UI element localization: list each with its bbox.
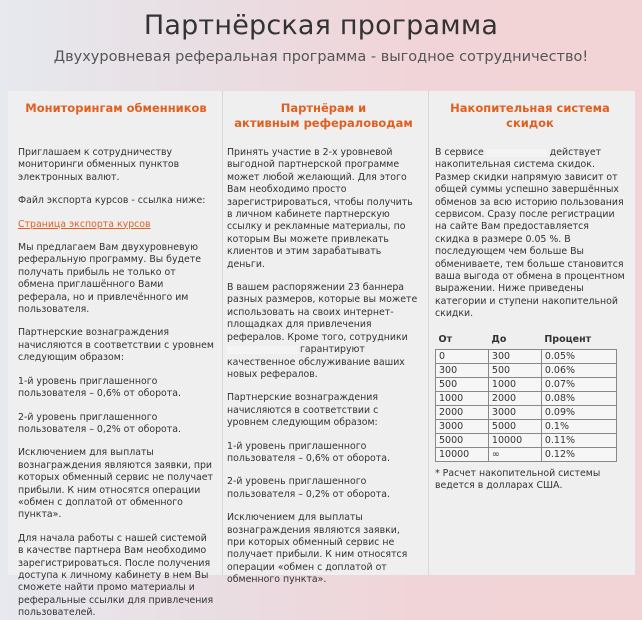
table-cell: 5000 <box>436 433 489 447</box>
table-cell: 0.09% <box>541 405 616 419</box>
currency-note: * Расчет накопительной системы ведется в долларах США. <box>435 467 601 492</box>
monitoring-column-title: Мониторингам обменников <box>25 101 207 115</box>
table-cell: 10000 <box>436 447 489 461</box>
table-cell: ∞ <box>488 447 541 461</box>
table-row <box>436 405 617 419</box>
monitoring-column <box>18 91 222 619</box>
header-percent: Процент <box>544 333 592 345</box>
partners-title-line1: Партнёрам и <box>280 101 367 115</box>
export-rates-link[interactable]: Страница экспорта курсов <box>18 218 151 230</box>
table-row <box>436 349 617 363</box>
table-cell: 0.08% <box>541 391 616 405</box>
page-title: Партнёрская программа <box>143 10 499 41</box>
discount-column <box>428 91 625 575</box>
page-header <box>0 0 642 90</box>
table-cell: 3000 <box>436 419 489 433</box>
table-cell: 0 <box>436 349 489 363</box>
table-cell: 500 <box>488 363 541 377</box>
table-cell: 2000 <box>436 405 489 419</box>
table-cell: 0.07% <box>541 377 616 391</box>
discount-table <box>435 332 617 462</box>
monitoring-text-7: Исключением для выплаты вознаграждения являются заявки, при которых обменный сервис не получает прибыли. К ним относятся операции «обмен с доплатой от обменного пункта». <box>18 447 213 521</box>
table-cell: 3000 <box>488 405 541 419</box>
discount-text-1b: действует накопительная система скидок. Размер скидки напрямую зависит от общей суммы успешно завершённых обменов за всю историю пользования сервисом. Сразу после регистрации на сайте Вам предоставляется скидка в размере 0.05 %. В последующем чем больше Вы обмениваете, тем больше становится ваша выгода от обмена в процентном выражении. Ниже приведены категории и ступени накопительной скидки. <box>435 147 625 320</box>
header-to: До <box>491 333 507 345</box>
table-cell: 1000 <box>488 377 541 391</box>
table-cell: 0.06% <box>541 363 616 377</box>
redacted-name <box>487 149 547 157</box>
table-cell: 1000 <box>436 391 489 405</box>
discount-column-title: Накопительная система скидок <box>450 101 610 130</box>
partners-text-1: Принять участие в 2-х уровневой выгодной партнерской программе может любой желающий. Для этого Вам необходимо просто зарегистрироваться, чтобы получить в личном кабинете партнерскую ссылку и рекламные материалы, по которым Вы можете привлекать клиентов и этим зарабатывать деньги. <box>227 147 413 270</box>
table-row <box>436 433 617 447</box>
partners-title-line2: активным рефераловодам <box>234 116 413 130</box>
table-row <box>436 391 617 405</box>
partners-text-4: 1-й уровень приглашенного пользователя – 0,6% от оборота. <box>227 440 390 464</box>
content-panel <box>8 91 635 619</box>
table-cell: 300 <box>436 363 489 377</box>
table-cell: 300 <box>488 349 541 363</box>
partners-text-6: Исключением для выплаты вознаграждения являются заявки, при которых обменный сервис не получает прибыли. К ним относятся операции «обмен с доплатой от обменного пункта». <box>227 512 408 586</box>
table-cell: 0.11% <box>541 433 616 447</box>
table-cell: 2000 <box>488 391 541 405</box>
monitoring-text-8: Для начала работы с нашей системой в качестве партнера Вам необходимо зарегистрироваться. После получения доступа к личному кабинету в нем Вы сможете найти промо материалы и реферальные ссылки для привлечения пользователей. <box>18 532 214 619</box>
table-cell: 0.05% <box>541 349 616 363</box>
discount-table-header <box>436 332 617 350</box>
partners-text-2b: гарантируют качественное обслуживание ваших новых рефералов. <box>227 344 405 380</box>
monitoring-text-1: Приглашаем к сотрудничеству мониторинги обменных пунктов электронных валют. <box>18 147 180 183</box>
monitoring-text-5: 1-й уровень приглашенного пользователя – 0,6% от оборота. <box>18 375 181 400</box>
partners-text-5: 2-й уровень приглашенного пользователя – 0,2% от оборота. <box>227 476 390 500</box>
table-cell: 500 <box>436 377 489 391</box>
page-subtitle: Двухуровневая реферальная программа - выгодное сотрудничество! <box>53 49 589 65</box>
monitoring-text-3: Мы предлагаем Вам двухуровневую реферальную программу. Вы будете получать прибыль не только от обмена приглашённого Вами реферала, но и привлечённого им пользователя. <box>18 242 201 316</box>
partners-text-3: Партнерские вознаграждения начисляются в соответствии с уровнем следующим образом: <box>227 392 379 429</box>
discount-text-1 <box>435 147 625 321</box>
table-row <box>436 377 617 391</box>
redacted-name <box>227 346 297 354</box>
table-cell: 0.12% <box>541 447 616 461</box>
monitoring-text-4: Партнерские вознаграждения начисляются в соответствии с уровнем следующим образом: <box>18 327 214 364</box>
table-row <box>436 447 617 461</box>
partners-column <box>222 91 428 586</box>
partners-text-2 <box>227 282 420 381</box>
discount-text-1a: В сервисе <box>435 147 484 158</box>
table-cell: 0.1% <box>541 419 616 433</box>
table-row <box>436 363 617 377</box>
table-row <box>436 419 617 433</box>
monitoring-text-6: 2-й уровень приглашенного пользователя – 0,2% от оборота. <box>18 411 181 435</box>
header-from: От <box>438 333 453 345</box>
partners-text-2a: В вашем распоряжении 23 баннера разных размеров, которые вы можете использовать на своих интернет-площадках для привлечения рефералов. Кроме того, сотрудники <box>227 282 418 343</box>
table-cell: 10000 <box>488 433 541 447</box>
table-cell: 5000 <box>488 419 541 433</box>
partners-column-title <box>227 101 420 147</box>
monitoring-text-2: Файл экспорта курсов - ссылка ниже: <box>18 195 206 207</box>
